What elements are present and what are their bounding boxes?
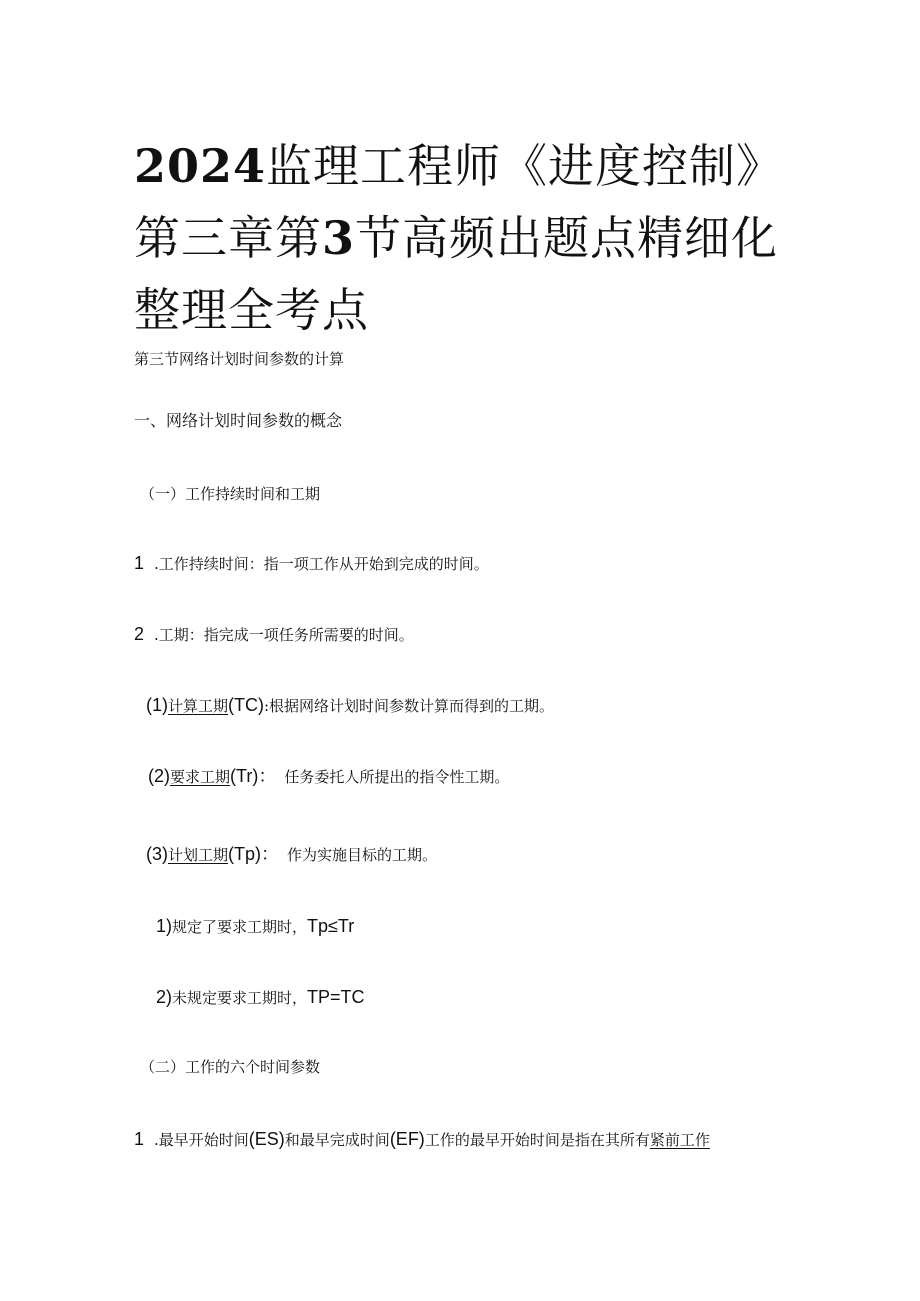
para-prefix: (3) — [146, 844, 168, 864]
para-abbr: (TC) — [228, 695, 264, 715]
rule-text: 未规定要求工期时， — [172, 989, 308, 1007]
item-earliest-times — [134, 1128, 710, 1151]
rule-prefix: 2) — [156, 987, 173, 1007]
item-duration-period — [134, 623, 414, 646]
heading-concepts: 一、网络计划时间参数的概念 — [134, 411, 343, 430]
para-term-link[interactable]: 计算工期 — [168, 697, 229, 715]
item-text-a: .最早开始时间 — [154, 1131, 249, 1149]
para-term-link[interactable]: 要求工期 — [170, 768, 231, 786]
item-text: .工作持续时间：指一项工作从开始到完成的时间。 — [154, 555, 489, 573]
para-required-period — [148, 765, 509, 788]
item-text-c: 和最早完成时间 — [284, 1131, 390, 1149]
rule-formula: TP=TC — [307, 987, 365, 1007]
para-text: 作为实施目标的工期。 — [287, 846, 438, 864]
subheading-duration: （一）工作持续时间和工期 — [140, 485, 321, 503]
item-text-e: 工作的最早开始时间是指在其所有 — [424, 1131, 650, 1149]
rule-text: 规定了要求工期时， — [172, 918, 308, 936]
rule-no-required-period — [156, 986, 365, 1009]
document-title — [134, 130, 794, 346]
title-tail: 节高频出题点精细化整理全考点 — [134, 211, 779, 337]
para-term-link[interactable]: 计划工期 — [168, 846, 229, 864]
rule-prefix: 1) — [156, 916, 173, 936]
title-text: 监理工程师《进度控制》第三章第 — [134, 139, 784, 265]
title-section-number: 3 — [322, 211, 356, 265]
item-number: 1 — [134, 553, 145, 573]
item-abbr-ef: (EF) — [389, 1129, 425, 1149]
para-text: :根据网络计划时间参数计算而得到的工期。 — [264, 697, 555, 715]
para-prefix: (1) — [146, 695, 168, 715]
para-prefix: (2) — [148, 766, 170, 786]
para-abbr: (Tr)： — [230, 766, 277, 786]
item-number: 1 — [134, 1129, 145, 1149]
section-heading: 第三节网络计划时间参数的计算 — [134, 350, 345, 368]
subheading-six-parameters: （二）工作的六个时间参数 — [140, 1058, 321, 1076]
rule-required-period — [156, 915, 354, 938]
item-abbr-es: (ES) — [248, 1129, 285, 1149]
item-number: 2 — [134, 624, 145, 644]
para-planned-period — [146, 843, 437, 866]
title-year: 2024 — [134, 139, 267, 193]
rule-formula: Tp≤Tr — [307, 916, 355, 936]
item-text: .工期：指完成一项任务所需要的时间。 — [154, 626, 414, 644]
term-preceding-work-link[interactable]: 紧前工作 — [649, 1131, 710, 1149]
para-abbr: (Tp)： — [228, 844, 280, 864]
item-work-duration — [134, 552, 489, 575]
para-text: 任务委托人所提出的指令性工期。 — [284, 768, 510, 786]
para-calculated-period — [146, 694, 554, 717]
